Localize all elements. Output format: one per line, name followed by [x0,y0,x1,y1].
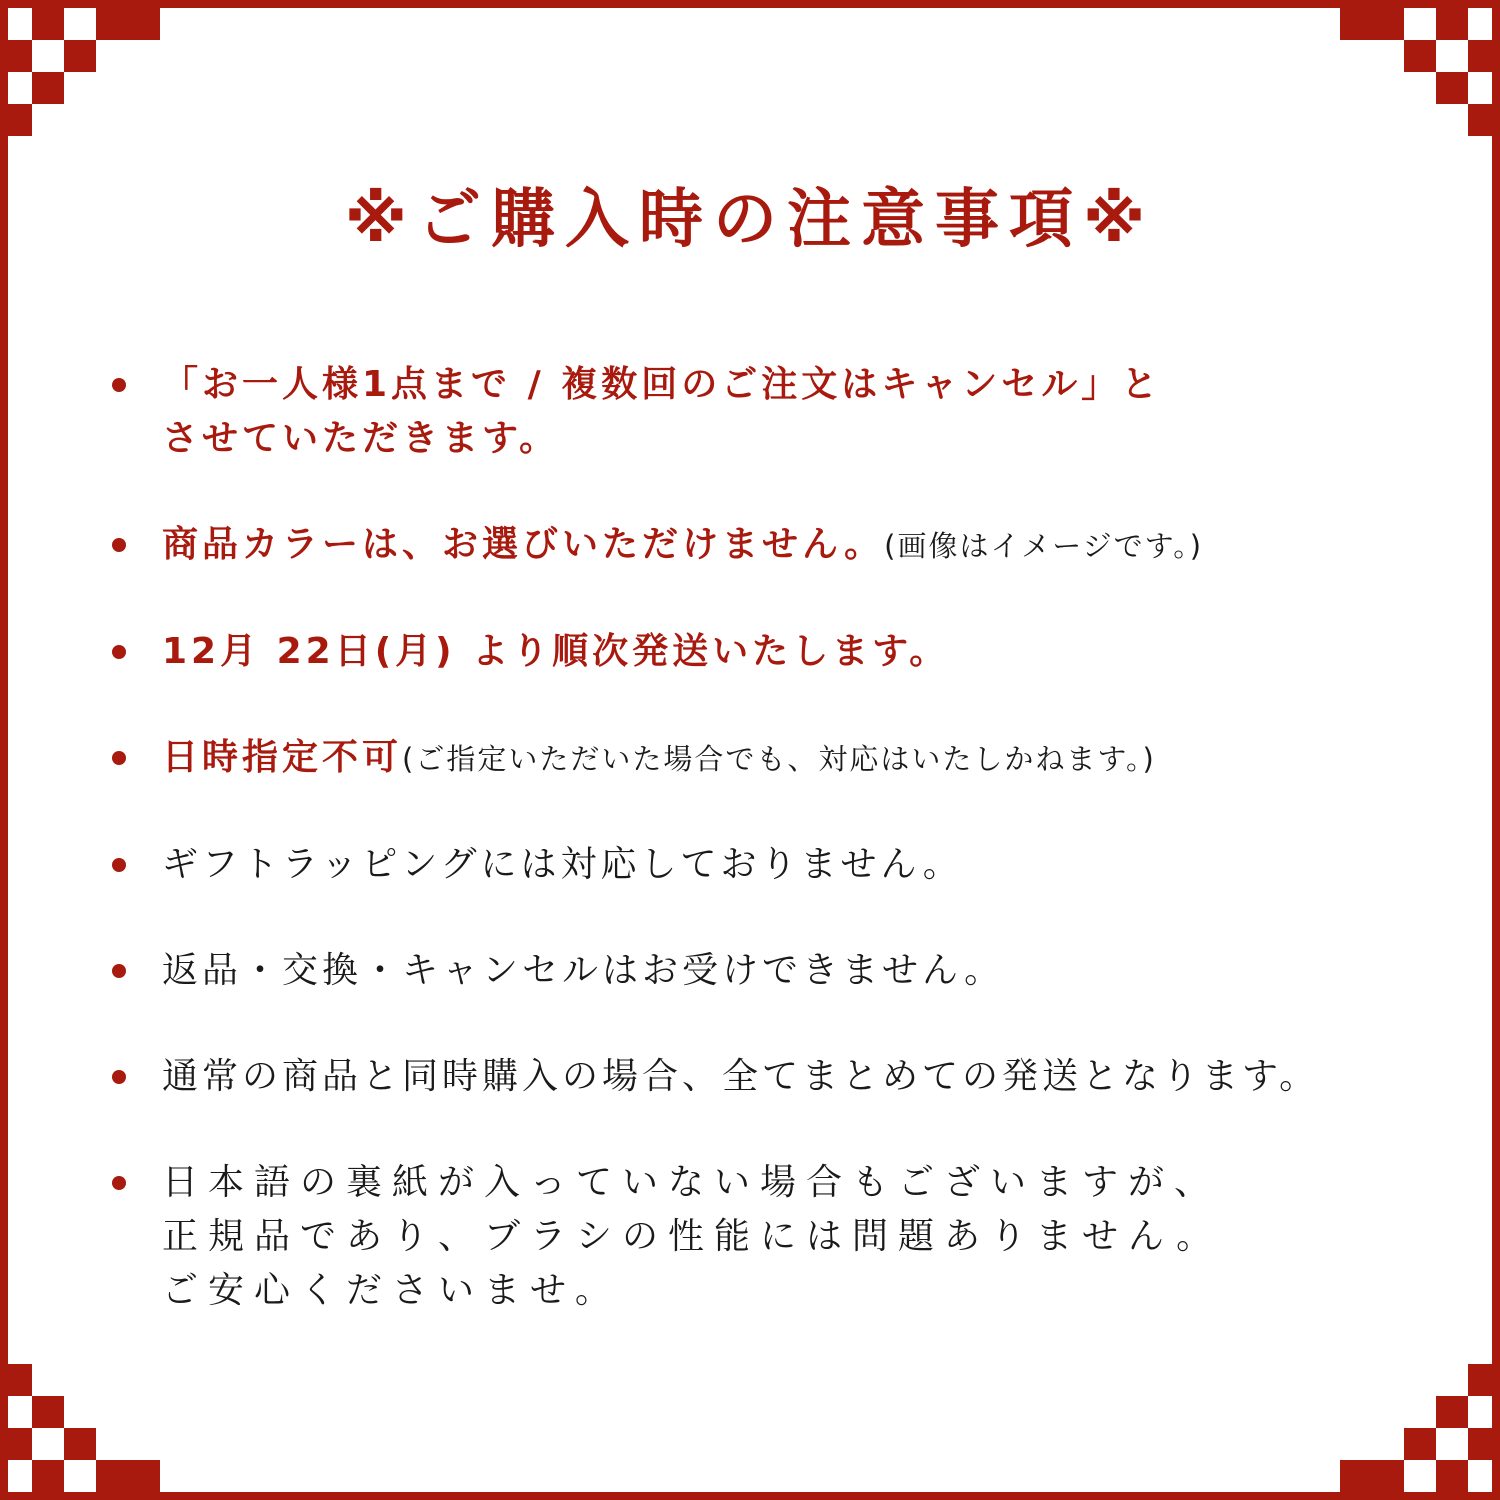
bullet-icon [112,1070,126,1084]
note-line: 「お一人様1点まで / 複数回のご注文はキャンセル」と [162,364,1162,405]
checker-corner-top-left [0,0,160,160]
page-title: ※ご購入時の注意事項※ [344,183,1156,257]
note-line: 正規品であり、ブラシの性能には問題ありません。 [162,1216,1223,1257]
note-emphasis: 商品カラーは、お選びいただけません。 [162,524,885,565]
checker-pattern-icon [1340,0,1500,160]
list-item [108,1050,1428,1104]
note-line: させていただきます。 [162,418,560,459]
note-text: 通常の商品と同時購入の場合、全てまとめての発送となります。 [162,1056,1320,1097]
bullet-icon [112,378,126,392]
bullet-icon [112,964,126,978]
note-aside: (ご指定いただいた場合でも、対応はいたしかねます。) [402,742,1156,776]
list-item [108,358,1428,466]
list-item [108,1156,1428,1318]
checker-corner-top-right [1340,0,1500,160]
list-item [108,731,1428,786]
list-item [108,944,1428,998]
note-emphasis: 日時指定不可 [162,737,403,778]
note-aside: (画像はイメージです。) [884,529,1204,563]
bullet-icon [112,538,126,552]
checker-pattern-icon [0,0,160,160]
list-item [108,625,1428,679]
bullet-icon [112,751,126,765]
note-line [162,731,1428,786]
note-line: ご安心くださいませ。 [162,1270,621,1311]
bullet-icon [112,858,126,872]
bullet-icon [112,645,126,659]
list-item [108,838,1428,892]
note-line [162,518,1428,573]
bullet-icon [112,1176,126,1190]
notice-list [108,358,1428,1370]
note-text: 返品・交換・キャンセルはお受けできません。 [162,950,1005,991]
note-line: 日本語の裏紙が入っていない場合もございますが、 [162,1162,1221,1203]
shipping-date-note: 12月 22日(月) より順次発送いたします。 [162,631,950,672]
list-item [108,518,1428,573]
note-text: ギフトラッピングには対応しておりません。 [162,844,963,885]
